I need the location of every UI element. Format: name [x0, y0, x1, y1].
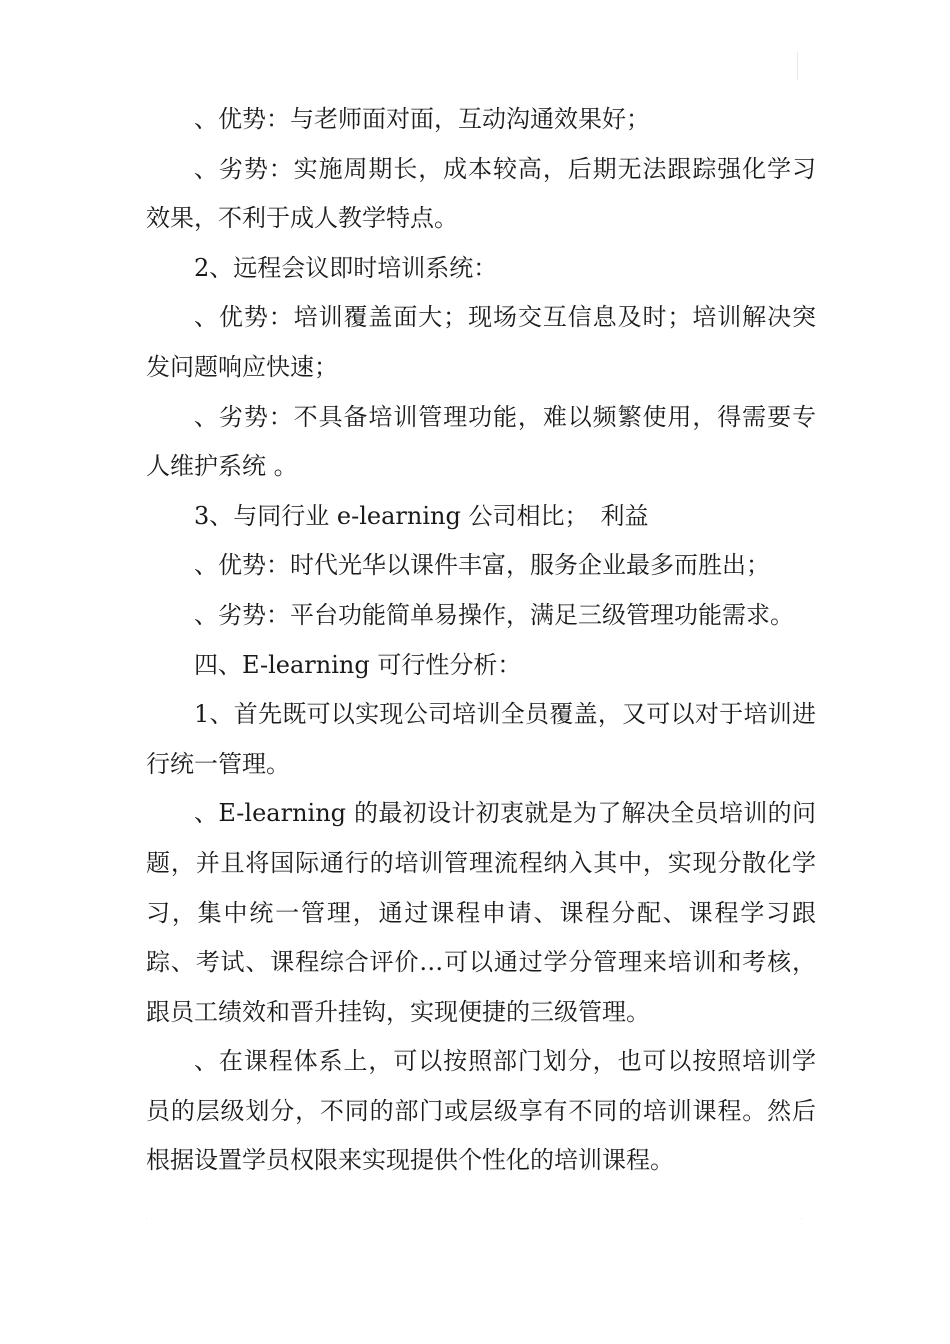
document-body — [146, 95, 816, 1186]
paragraph-2: 、劣势：实施周期长，成本较高，后期无法跟踪强化学习效果，不利于成人教学特点。 — [146, 154, 816, 233]
paragraph-12: 、在课程体系上，可以按照部门划分，也可以按照培训学员的层级划分，不同的部门或层级享有不同的培训课程。然后根据设置学员权限来实现提供个性化的培训课程。 — [146, 1047, 816, 1175]
paragraph-10: 1、首先既可以实现公司培训全员覆盖，又可以对于培训进行统一管理。 — [146, 700, 816, 778]
corner-mark-top-right — [797, 52, 798, 80]
section-heading-feasibility: 四、E-learning 可行性分析： — [194, 650, 522, 679]
paragraph-8: 、劣势：平台功能简单易操作，满足三级管理功能需求。 — [194, 600, 794, 629]
paragraph-1: 、优势：与老师面对面，互动沟通效果好； — [194, 105, 650, 133]
paragraph-4: 、优势：培训覆盖面大；现场交互信息及时；培训解决突发问题响应快速； — [146, 303, 816, 381]
corner-mark-bottom-right — [801, 1218, 802, 1219]
paragraph-7: 、优势：时代光华以课件丰富，服务企业最多而胜出； — [194, 551, 770, 580]
paragraph-3: 2、远程会议即时培训系统： — [194, 253, 498, 282]
corner-mark-bottom-left — [146, 1218, 147, 1219]
paragraph-11: 、E-learning 的最初设计初衷就是为了解决全员培训的问题，并且将国际通行的培训管理流程纳入其中，实现分散化学习，集中统一管理，通过课程申请、课程分配、课程学习跟踪、考试、课程综合评价…可以通过学分管理来培训和考核，跟员工绩效和晋升挂钩，实现便捷的三级管理。 — [146, 799, 816, 1026]
paragraph-5: 、劣势：不具备培训管理功能，难以频繁使用，得需要专人维护系统 。 — [146, 402, 816, 481]
paragraph-6: 3、与同行业 e-learning 公司相比； 利益 — [194, 501, 649, 530]
